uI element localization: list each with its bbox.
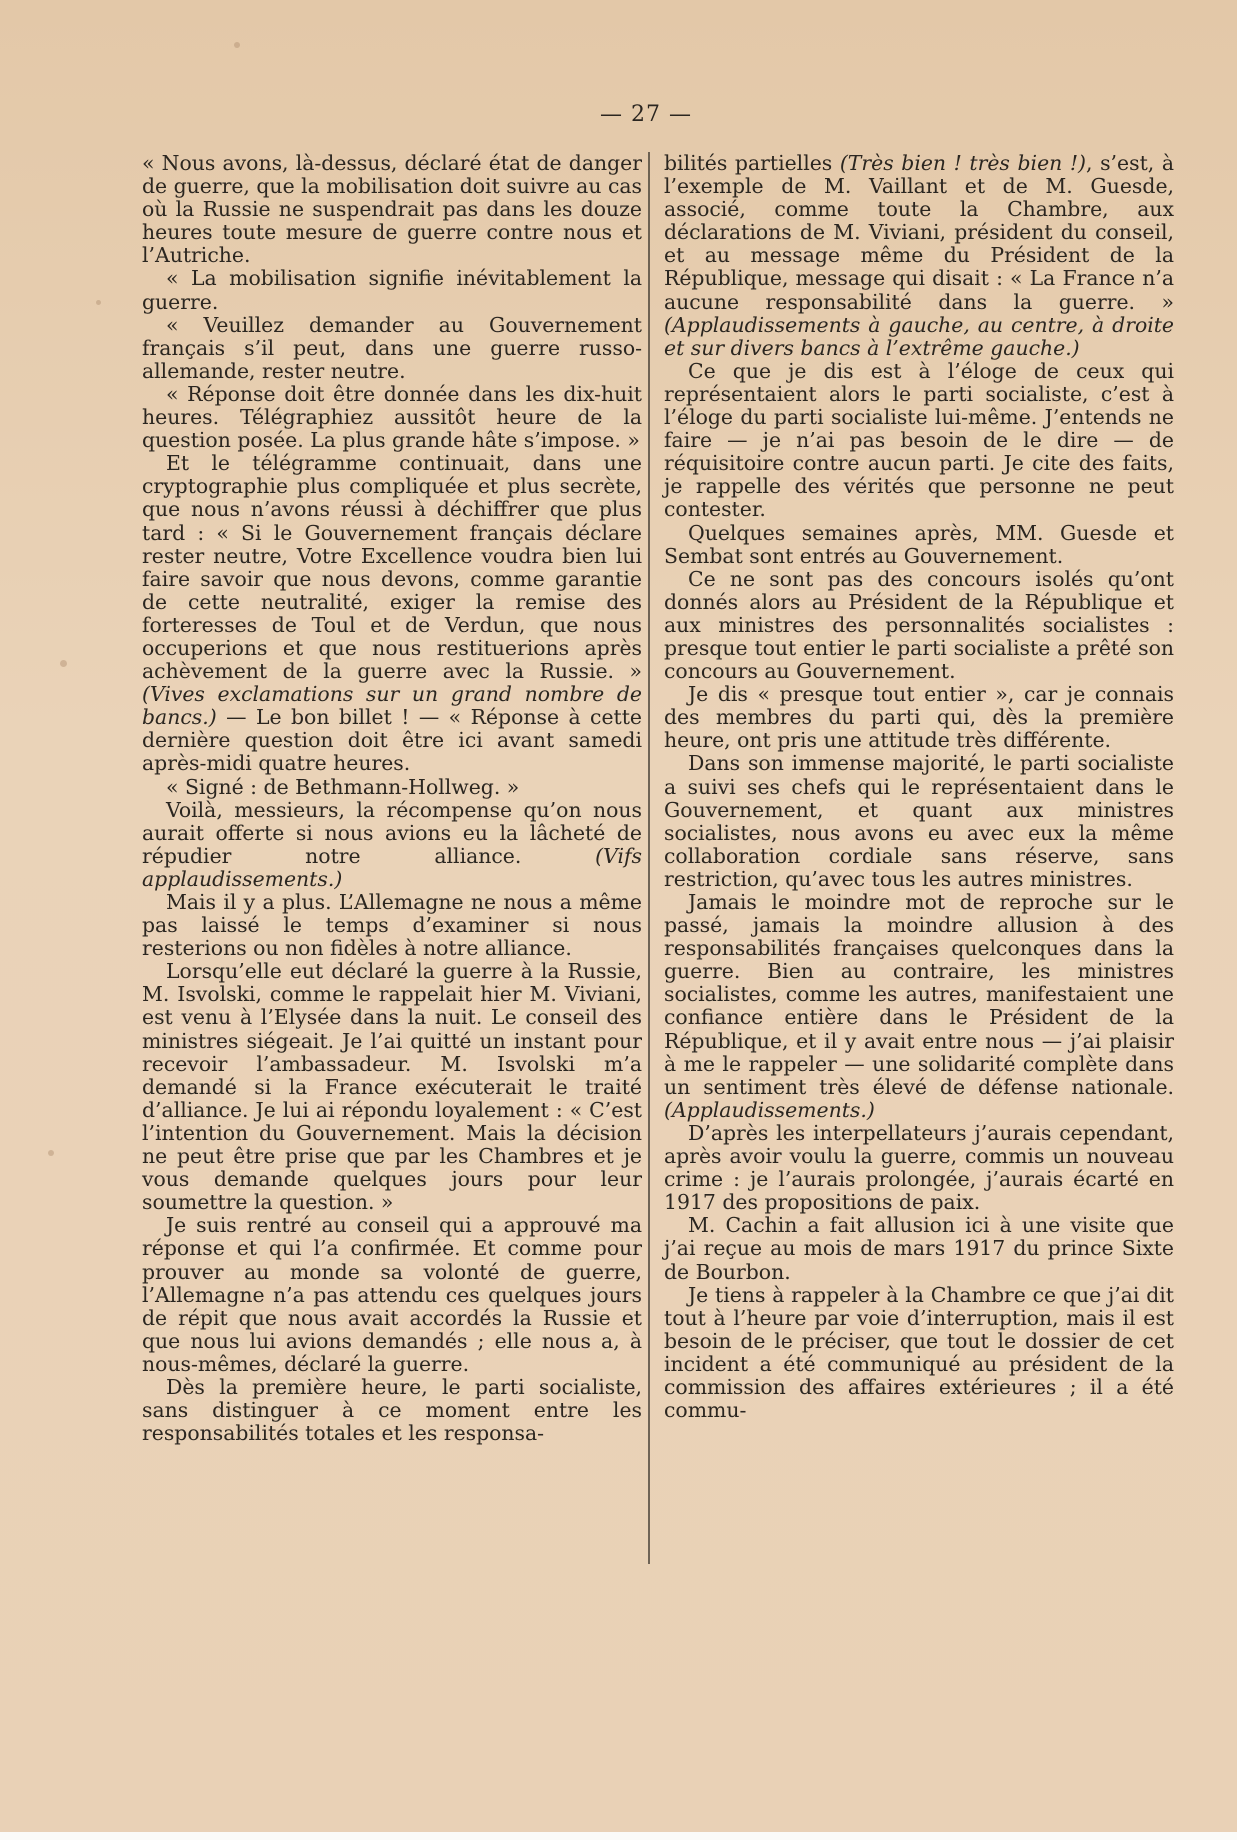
paragraph <box>664 568 1174 683</box>
text-run: Dès la première heure, le parti socialiste, sans distinguer à ce moment entre les responsabilités totales et les responsa- <box>142 1374 642 1446</box>
paragraph <box>142 452 642 775</box>
paragraph <box>664 1284 1174 1423</box>
paragraph <box>664 891 1174 1122</box>
column-divider <box>648 152 650 1564</box>
paragraph <box>664 360 1174 522</box>
paper-spot <box>96 300 101 305</box>
italic-text: (Vives exclamations sur un grand nombre de bancs.) <box>142 682 642 730</box>
paper-spot <box>48 1150 54 1156</box>
paragraph <box>664 1122 1174 1214</box>
text-run: Dans son immense majorité, le parti socialiste a suivi ses chefs qui le représentaient dans le Gouvernement, et quant aux ministres socialistes, nous avons eu avec eux la même collaboration cordiale sans réserve, sans restriction, qu’avec tous les autres ministres. <box>664 751 1174 891</box>
paragraph <box>142 152 642 267</box>
italic-text: (Applaudissements à gauche, au centre, à droite et sur divers bancs à l’extrême gauche.) <box>664 312 1174 360</box>
text-run: Quelques semaines après, MM. Guesde et Sembat sont entrés au Gouvernement. <box>664 520 1174 568</box>
italic-text: (Vifs applaudissements.) <box>142 843 642 891</box>
paragraph <box>664 152 1174 360</box>
paper-spot <box>60 660 67 667</box>
italic-text: (Très bien ! très bien !) <box>839 151 1087 175</box>
paragraph <box>142 267 642 313</box>
left-text-column <box>142 152 642 1445</box>
text-run: « Réponse doit être donnée dans les dix-huit heures. Télégraphiez aussitôt heure de la question posée. La plus grande hâte s’impose. » <box>142 381 642 453</box>
text-run: M. Cachin a fait allusion ici à une visite que j’ai reçue au mois de mars 1917 du prince Sixte de Bourbon. <box>664 1213 1174 1284</box>
paragraph <box>142 960 642 1214</box>
text-run: « Veuillez demander au Gouvernement français s’il peut, dans une guerre russo-allemande, rester neutre. <box>142 312 642 383</box>
text-run: « Nous avons, là-dessus, déclaré état de danger de guerre, que la mobilisation doit suivre au cas où la Russie ne suspendrait pas dans les douze heures toute mesure de guerre contre nous et l’Autriche. <box>142 151 642 268</box>
text-run: Et le télégramme continuait, dans une cryptographie plus compliquée et plus secrète, que nous n’avons réussi à déchiffrer que plus tard : « Si le Gouvernement français déclare rester neutre, Votre Excellence voudra bien lui faire savoir que nous devons, comme garantie de cette neutralité, exiger la remise des forteresses de Toul et de Verdun, que nous occuperions et que nous restituerions après achèvement de la guerre avec la Russie. » <box>142 451 642 684</box>
paragraph <box>142 1214 642 1376</box>
text-run: Je dis « presque tout entier », car je connais des membres du parti qui, dès la première heure, ont pris une attitude très différente. <box>664 682 1174 753</box>
text-run: Jamais le moindre mot de reproche sur le passé, jamais la moindre allusion à des responsabilités françaises quelconques dans la guerre. Bien au contraire, les ministres socialistes, comme les autres, manifestaient une confiance entière dans le Président de la République, et il y avait entre nous — j’ai plaisir à me le rappeler — une solidarité complète dans un sentiment très élevé de défense nationale. <box>664 890 1174 1099</box>
paragraph <box>664 683 1174 752</box>
text-run: Lorsqu’elle eut déclaré la guerre à la Russie, M. Isvolski, comme le rappelait hier M. Viviani, est venu à l’Elysée dans la nuit. Le conseil des ministres siégeait. Je l’ai quitté un instant pour recevoir l’ambassadeur. M. Isvolski m’a demandé si la France exécuterait le traité d’alliance. Je lui ai répondu loyalement : « C’est l’intention du Gouvernement. Mais la décision ne peut être prise que par les Chambres et je vous demande quelques jours pour leur soumettre la question. » <box>142 959 642 1215</box>
text-run: « Signé : de Bethmann-Hollweg. » <box>166 774 520 799</box>
page-number: — 27 — <box>600 102 692 127</box>
paragraph <box>142 776 642 799</box>
text-run: « La mobilisation signifie inévitablement la guerre. <box>142 266 642 314</box>
text-run: Je tiens à rappeler à la Chambre ce que j’ai dit tout à l’heure par voie d’interruption, mais il est besoin de le préciser, que tout le dossier de cet incident a été communiqué au président de la commission des affaires extérieures ; il a été commu- <box>664 1282 1174 1423</box>
text-run: Mais il y a plus. L’Allemagne ne nous a même pas laissé le temps d’examiner si nous resterions ou non fidèles à notre alliance. <box>142 890 642 961</box>
text-run: bilités partielles <box>664 151 840 175</box>
paragraph <box>142 383 642 452</box>
right-text-column <box>664 152 1174 1422</box>
paragraph <box>664 522 1174 568</box>
page-bottom-edge <box>0 1832 1237 1840</box>
italic-text: (Applaudissements.) <box>664 1097 875 1122</box>
text-run: , s’est, à l’exemple de M. Vaillant et de M. Guesde, associé, comme toute la Chambre, aux déclarations de M. Viviani, président du conseil, et au message même du Président de la République, message qui disait : « La France n’a aucune responsabilité dans la guerre. » <box>664 151 1174 314</box>
text-run: Ce ne sont pas des concours isolés qu’ont donnés alors au Président de la République et aux ministres des personnalités socialistes : presque tout entier le parti socialiste a prêté son concours au Gouvernement. <box>664 566 1174 684</box>
paragraph <box>664 752 1174 891</box>
text-run: — Le bon billet ! — « Réponse à cette dernière question doit être ici avant samedi après-midi quatre heures. <box>142 705 642 776</box>
text-run: Je suis rentré au conseil qui a approuvé ma réponse et qui l’a confirmée. Et comme pour prouver au monde sa volonté de guerre, l’Allemagne n’a pas attendu ces quelques jours de répit que nous avait accordés la Russie et que nous lui avions demandés ; elle nous a, à nous-mêmes, déclaré la guerre. <box>142 1213 642 1376</box>
paragraph <box>142 891 642 960</box>
text-run: D’après les interpellateurs j’aurais cependant, après avoir voulu la guerre, commis un nouveau crime : je l’aurais prolongée, j’aurais écarté en 1917 des propositions de paix. <box>664 1120 1174 1215</box>
paragraph <box>142 799 642 891</box>
paragraph <box>142 1376 642 1445</box>
paragraph <box>142 314 642 383</box>
text-run: Ce que je dis est à l’éloge de ceux qui représentaient alors le parti socialiste, c’est à l’éloge du parti socialiste lui-même. J’entends ne faire — je n’ai pas besoin de le dire — de réquisitoire contre aucun parti. Je cite des faits, je rappelle des vérités que personne ne peut contester. <box>664 358 1174 522</box>
paper-spot <box>234 42 240 48</box>
text-run: Voilà, messieurs, la récompense qu’on nous aurait offerte si nous avions eu la lâcheté de répudier notre alliance. <box>142 797 642 868</box>
paragraph <box>664 1214 1174 1283</box>
